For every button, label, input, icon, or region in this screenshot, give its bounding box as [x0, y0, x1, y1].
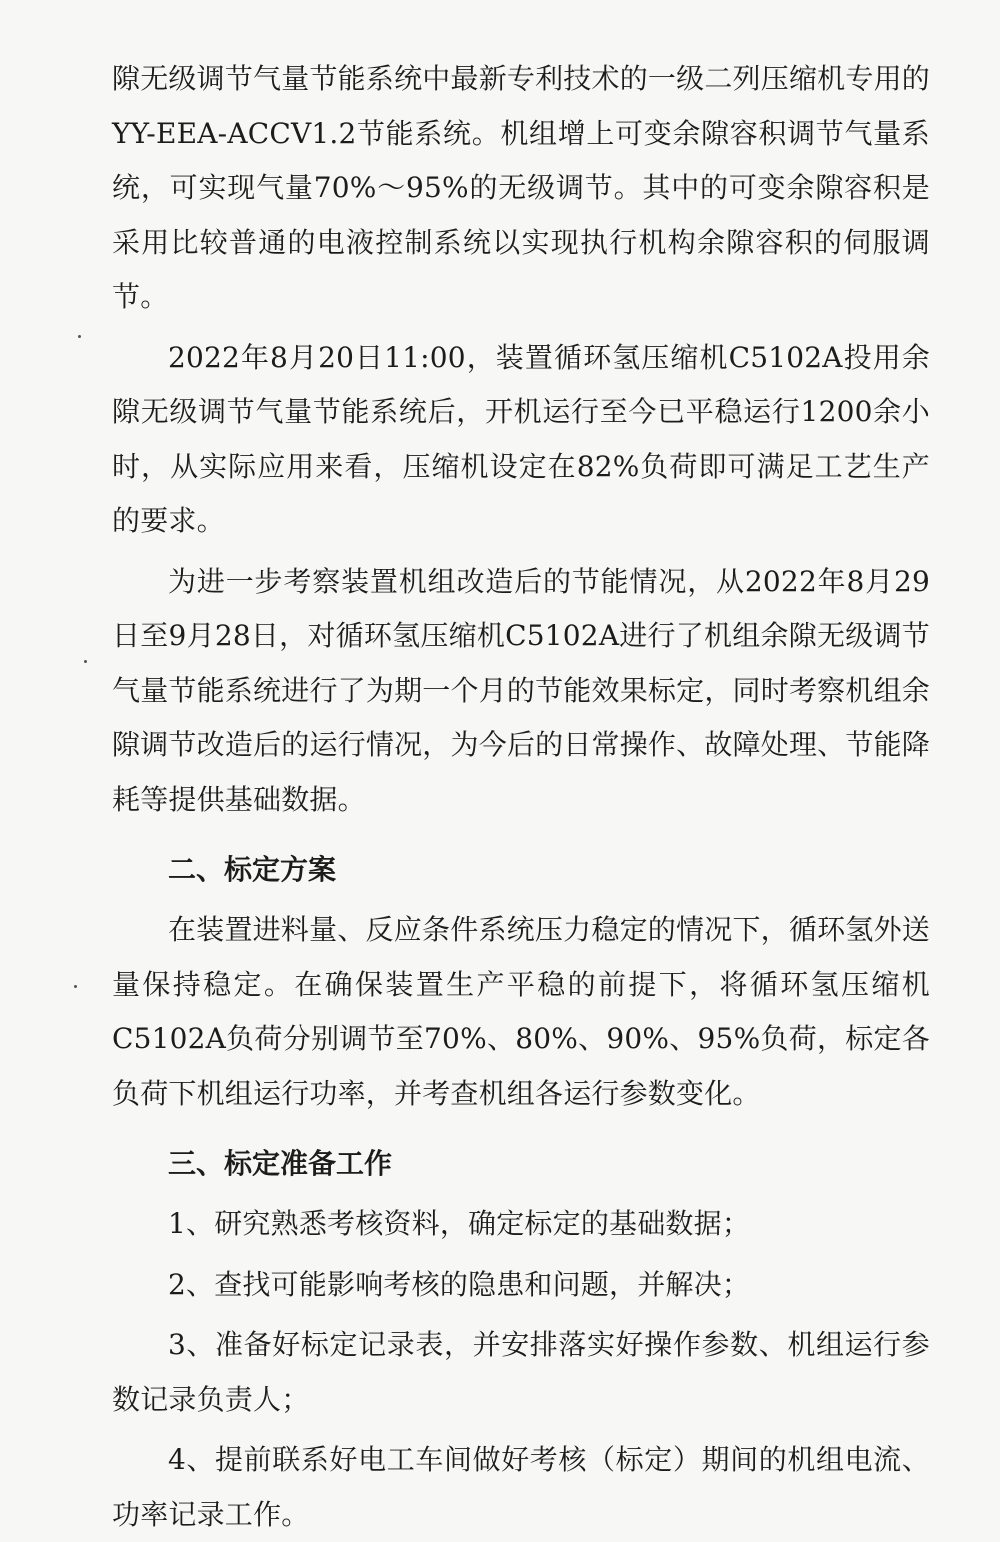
section-heading-preparation: 三、标定准备工作 — [168, 1147, 393, 1180]
paragraph-calibration-plan: 在装置进料量、反应条件系统压力稳定的情况下，循环氢外送量保持稳定。在确保装置生产平稳的前提下，将循环氢压缩机C5102A负荷分别调节至70%、80%、90%、95%负荷，标定各负荷下机组运行功率，并考查机组各运行参数变化。 — [112, 913, 930, 1110]
list-item-preparation-4: 4、提前联系好电工车间做好考核（标定）期间的机组电流、功率记录工作。 — [112, 1443, 930, 1531]
paragraph-commissioning: 2022年8月20日11:00，装置循环氢压缩机C5102A投用余隙无级调节气量节能系统后，开机运行至今已平稳运行1200余小时，从实际应用来看，压缩机设定在82%负荷即可满足工艺生产的要求。 — [112, 340, 930, 537]
scan-speck — [78, 335, 81, 338]
paragraph-calibration-purpose: 为进一步考察装置机组改造后的节能情况，从2022年8月29日至9月28日，对循环氢压缩机C5102A进行了机组余隙无级调节气量节能系统进行了为期一个月的节能效果标定，同时考察机组余隙调节改造后的运行情况，为今后的日常操作、故障处理、节能降耗等提供基础数据。 — [112, 564, 930, 816]
section-heading-calibration-plan: 二、标定方案 — [168, 853, 337, 886]
list-item-preparation-1: 1、研究熟悉考核资料，确定标定的基础数据； — [168, 1207, 751, 1240]
list-item-preparation-2: 2、查找可能影响考核的隐患和问题，并解决； — [168, 1267, 751, 1301]
scan-speck — [84, 660, 87, 663]
list-item-preparation-3: 3、准备好标定记录表，并安排落实好操作参数、机组运行参数记录负责人； — [112, 1328, 930, 1416]
scan-speck — [74, 985, 77, 988]
paragraph-intro-continued: 隙无级调节气量节能系统中最新专利技术的一级二列压缩机专用的YY-EEA-ACCV1.2节能系统。机组增上可变余隙容积调节气量系统，可实现气量70%～95%的无级调节。其中的可变余隙容积是采用比较普通的电液控制系统以实现执行机构余隙容积的伺服调节。 — [112, 62, 930, 313]
